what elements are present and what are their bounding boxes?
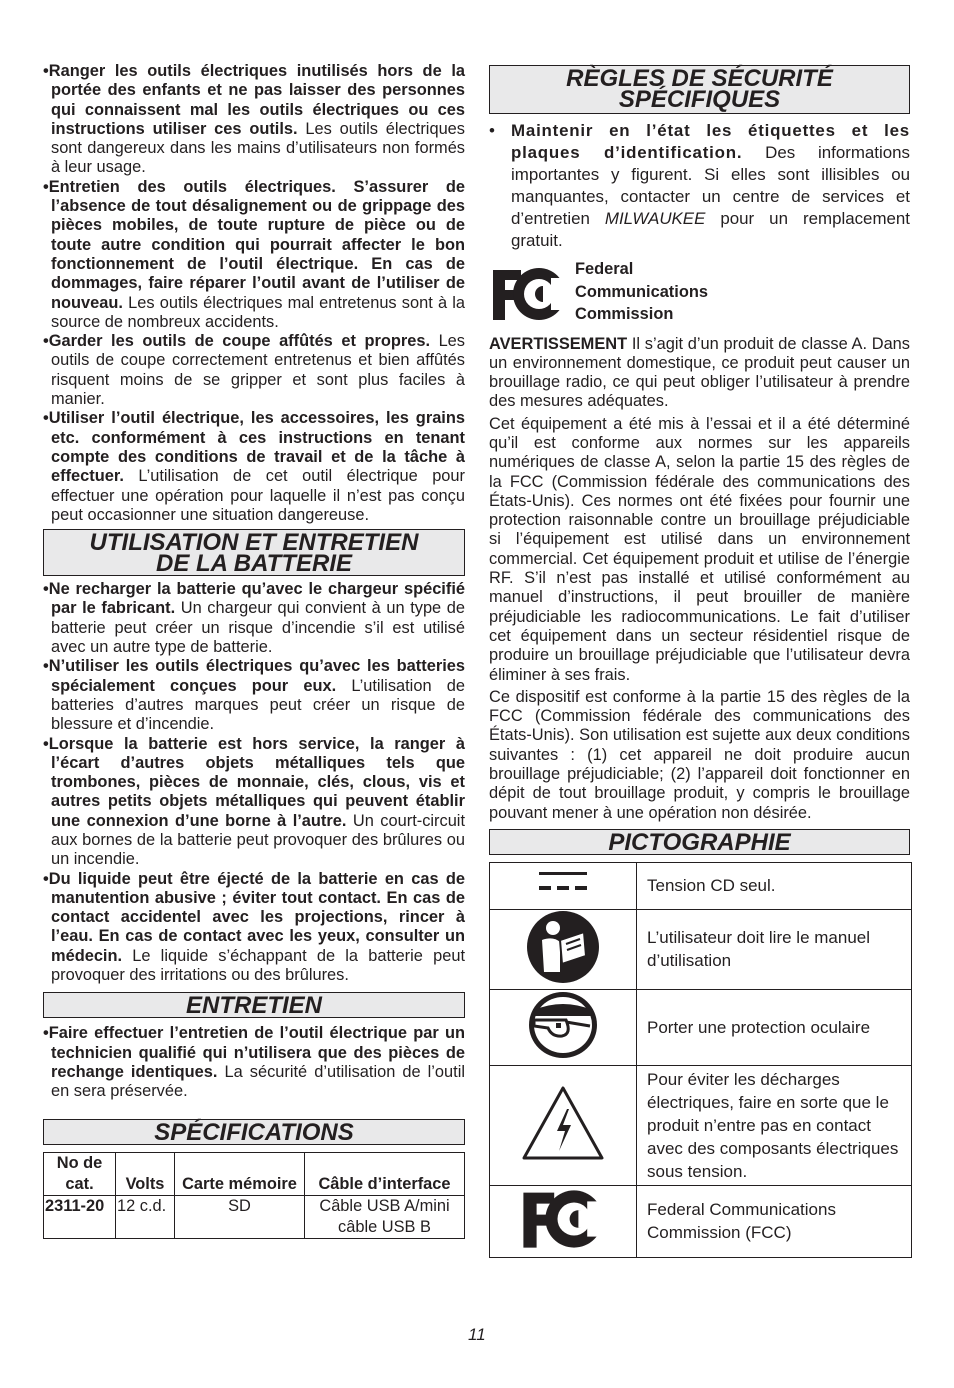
- specific-rules-header: RÈGLES DE SÉCURITÉ SPÉCIFIQUES: [489, 65, 910, 114]
- list-item: •Ne recharger la batterie qu’avec le chargeur spécifié par le fabricant. Un chargeur qui convient à un type de batterie peut créer un risque d’incendie s’il est utilisé avec un autre type de batterie.: [43, 580, 465, 657]
- table-row: [44, 1195, 465, 1238]
- fcc-block: [489, 260, 910, 326]
- picto-description: L’utilisateur doit lire le manuel d’utilisation: [637, 909, 912, 989]
- dc-voltage-icon: [533, 868, 593, 898]
- electric-shock-warning-icon: [521, 1085, 605, 1161]
- pictography-table: [489, 862, 912, 1258]
- table-row: [490, 1065, 912, 1185]
- table-row: [490, 909, 912, 989]
- table-cell: 2311-20: [44, 1195, 116, 1238]
- list-item: •Ranger les outils électriques inutilisés hors de la portée des enfants et ne pas laisser des personnes qui connaissent mal les outils électriques ou ces instructions utiliser ces outils. Les outils électriques sont dangereux dans les mains d’utilisateurs non formés à leur usage.: [43, 62, 465, 177]
- safety-bullets: [43, 62, 465, 525]
- specs-section-header: SPÉCIFICATIONS: [43, 1119, 465, 1145]
- column-header: Volts: [116, 1152, 175, 1195]
- table-cell: Câble USB A/mini câble USB B: [305, 1195, 465, 1238]
- table-row: [490, 1185, 912, 1257]
- specs-table: [43, 1152, 465, 1239]
- table-cell: SD: [175, 1195, 305, 1238]
- list-item: •Faire effectuer l’entretien de l’outil électrique par un technicien qualifié qui n’utilisera que des pièces de rechange identiques. La sécurité d’utilisation de l’outil en sera préservée.: [43, 1024, 465, 1101]
- eye-protection-icon: [526, 990, 600, 1060]
- column-header: Carte mémoire: [175, 1152, 305, 1195]
- page-number: 11: [468, 1325, 486, 1344]
- picto-description: Tension CD seul.: [637, 862, 912, 909]
- right-column: [489, 65, 910, 1258]
- table-cell: 12 c.d.: [116, 1195, 175, 1238]
- column-header: No de cat.: [44, 1152, 116, 1195]
- list-item: •N’utiliser les outils électriques qu’avec les batteries spécialement conçues pour eux. L’utilisation de batteries d’autres marques peut créer un risque de blessure et d’incendie.: [43, 657, 465, 734]
- table-row: [490, 862, 912, 909]
- battery-bullets: [43, 580, 465, 985]
- specific-bullet: • Maintenir en l’état les étiquettes et les plaques d’identification. Des informations importantes y figurent. Si elles sont illisibles ou manquantes, contacter un centre de services et d’entretien MILWAUKEE pour un remplacement gratuit.: [489, 121, 910, 250]
- read-manual-icon: [526, 910, 600, 984]
- fcc-logo-icon: [489, 264, 569, 324]
- fcc-logo-icon: [515, 1186, 611, 1252]
- picto-description: Pour éviter les décharges électriques, faire en sorte que le produit n’entre pas en contact avec des composants électriques sous tension.: [637, 1065, 912, 1185]
- warning-paragraph: AVERTISSEMENT Il s’agit d’un produit de classe A. Dans un environnement domestique, ce produit peut causer un brouillage radio, ce qui peut obliger l’utilisateur à prendre des mesures adéquates.: [489, 334, 910, 411]
- picto-description: Federal Communications Commission (FCC): [637, 1185, 912, 1257]
- pictography-header: PICTOGRAPHIE: [489, 829, 910, 855]
- left-column: [43, 62, 465, 1239]
- list-item: •Garder les outils de coupe affûtés et propres. Les outils de coupe correctement entretenus et bien affûtés risquent moins de se gripper et sont plus faciles à manier.: [43, 332, 465, 409]
- list-item: •Lorsque la batterie est hors service, la ranger à l’écart d’autres objets métalliques tels que trombones, pièces de monnaie, clés, clous, vis et autres petits objets métalliques qui peuvent établir une connexion d’une borne à l’autre. Un court-circuit aux bornes de la batterie peut provoquer des brûlures ou un incendie.: [43, 734, 466, 869]
- fcc-label: Federal Communications Commission: [575, 260, 708, 323]
- picto-description: Porter une protection oculaire: [637, 989, 912, 1065]
- compliance-paragraph: Cet équipement a été mis à l’essai et il a été déterminé qu’il est conforme aux normes sur les appareils numériques de classe A, selon la partie 15 des règles de la FCC (Commission fédérale des communications des États-Unis). Ces normes ont été fixées pour fournir une protection raisonnable contre un brouillage préjudiciable si l’équipement est utilisé dans un environnement commercial. Cet équipement produit et utilise de l’énergie RF. S’il n’est pas installé et utilisé conformément au manuel d’instructions, il peut brouiller de manière préjudiciable les radiocommunications. Le fait d’utiliser cet équipement dans un secteur résidentiel risque de produire un brouillage préjudiciable que l’utilisateur devra éliminer à ses frais.: [489, 414, 910, 684]
- table-header-row: [44, 1152, 465, 1195]
- table-row: [490, 989, 912, 1065]
- battery-section-header: UTILISATION ET ENTRETIEN DE LA BATTERIE: [43, 529, 465, 576]
- maintenance-bullets: [43, 1024, 465, 1101]
- list-item: •Du liquide peut être éjecté de la batterie en cas de manutention abusive ; éviter tout contact. En cas de contact accidentel avec les projections, rincer à l’eau. En cas de contact avec les yeux, consulter un médecin. Le liquide s’échappant de la batterie peut provoquer des irritations ou des brûlures.: [43, 869, 465, 985]
- column-header: Câble d’interface: [305, 1152, 465, 1195]
- maintenance-section-header: ENTRETIEN: [43, 992, 465, 1018]
- list-item: •Utiliser l’outil électrique, les accessoires, les grains etc. conformément à ces instructions en tenant compte des conditions de travail et de la tâche à effectuer. L’utilisation de cet outil électrique pour effectuer une opération pour laquelle il n’est pas conçu peut occasionner une situation dangereuse.: [43, 409, 465, 524]
- list-item: •Entretien des outils électriques. S’assurer de l’absence de tout désalignement ou de grippage des pièces mobiles, de toute rupture de pièce ou de toute autre condition qui pourrait affecter le bon fonctionnement de l’outil électrique. En cas de dommages, faire réparer l’outil avant de l’utiliser de nouveau. Les outils électriques mal entretenus sont à la source de nombreux accidents.: [43, 177, 465, 331]
- conditions-paragraph: Ce dispositif est conforme à la partie 15 des règles de la FCC (Commission fédérale des communications des États-Unis). Son utilisation est sujette aux deux conditions suivantes : (1) cet appareil ne doit produire aucun brouillage préjudiciable; (2) l’appareil doit fonctionner en dépit de tout brouillage produit, y compris le brouillage pouvant mener à une opération non désirée.: [489, 687, 910, 822]
